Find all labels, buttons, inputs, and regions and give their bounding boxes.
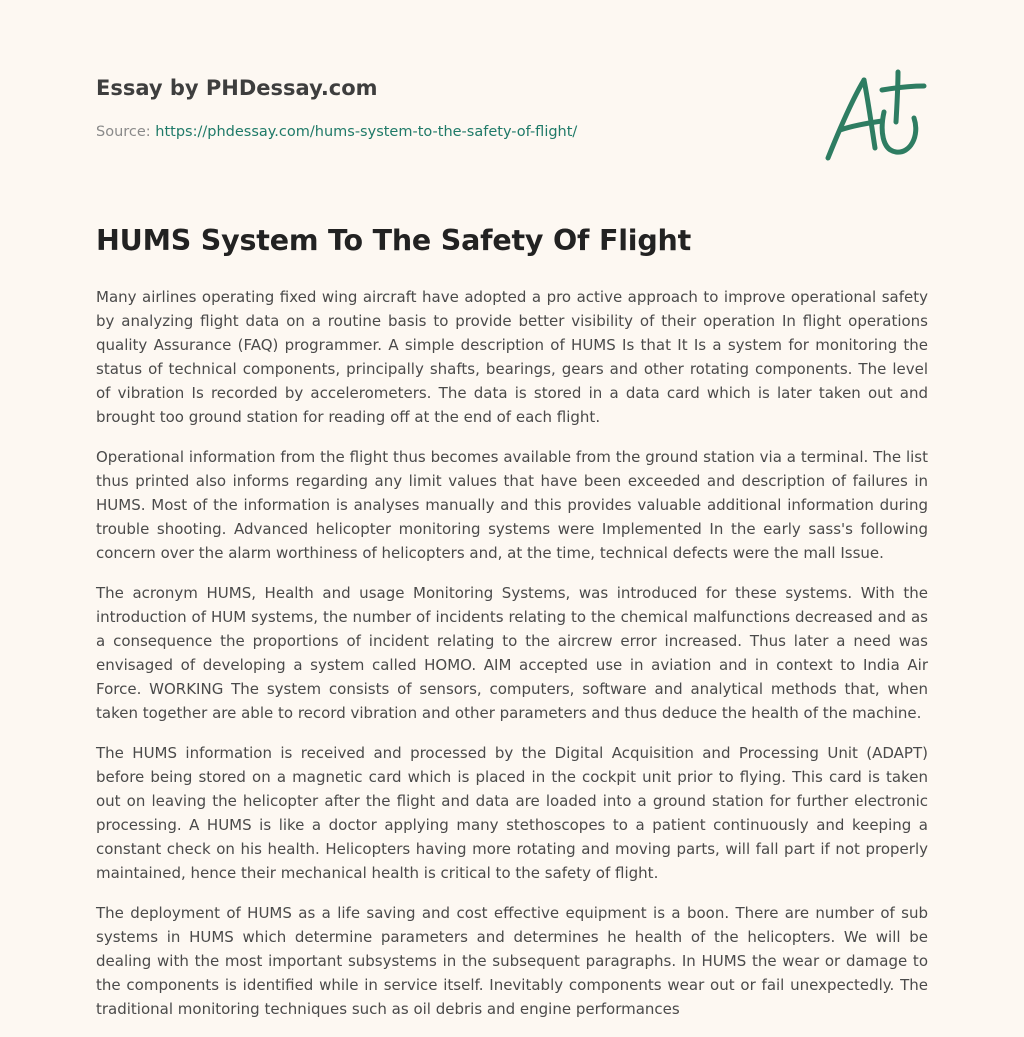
essay-paragraph: Operational information from the flight thus becomes available from the ground station via a terminal. The list thus printed also informs regarding any limit values that have been exceeded and description of failures in HUMS. Most of the information is analyses manually and this provides valuable additional information during trouble shooting. Advanced helicopter monitoring systems were Implemented In the early sass's following concern over the alarm worthiness of helicopters and, at the time, technical defects were the mall Issue. <box>96 448 928 562</box>
essay-paragraph: The deployment of HUMS as a life saving and cost effective equipment is a boon. There are number of sub systems in HUMS which determine parameters and determines he health of the helicopters. We will be dealing with the most important subsystems in the subsequent paragraphs. In HUMS the wear or damage to the components is identified while in service itself. Inevitably components wear out or fail unexpectedly. The traditional monitoring techniques such as oil debris and engine performances <box>96 904 928 1018</box>
source-line <box>96 124 577 140</box>
a-plus-logo-icon <box>818 66 930 166</box>
site-brand: Essay by PHDessay.com <box>96 76 378 100</box>
source-label: Source: <box>96 124 151 140</box>
a-plus-logo-graphic <box>818 66 930 166</box>
essay-paragraph: Many airlines operating fixed wing aircraft have adopted a pro active approach to improve operational safety by analyzing flight data on a routine basis to provide better visibility of their operation In flight operations quality Assurance (FAQ) programmer. A simple description of HUMS Is that It Is a system for monitoring the status of technical components, principally shafts, bearings, gears and other rotating components. The level of vibration Is recorded by accelerometers. The data is stored in a data card which is later taken out and brought too ground station for reading off at the end of each flight. <box>96 288 928 426</box>
essay-title: HUMS System To The Safety Of Flight <box>96 224 692 257</box>
source-link[interactable]: https://phdessay.com/hums-system-to-the-safety-of-flight/ <box>155 124 578 140</box>
essay-paragraph: The acronym HUMS, Health and usage Monitoring Systems, was introduced for these systems. With the introduction of HUM systems, the number of incidents relating to the chemical malfunctions decreased and as a consequence the proportions of incident relating to the aircrew error increased. Thus later a need was envisaged of developing a system called HOMO. AIM accepted use in aviation and in context to India Air Force. WORKING The system consists of sensors, computers, software and analytical methods that, when taken together are able to record vibration and other parameters and thus deduce the health of the machine. <box>96 584 928 722</box>
essay-body <box>96 285 928 1037</box>
essay-paragraph: The HUMS information is received and processed by the Digital Acquisition and Processing Unit (ADAPT) before being stored on a magnetic card which is placed in the cockpit unit prior to flying. This card is taken out on leaving the helicopter after the flight and data are loaded into a ground station for further electronic processing. A HUMS is like a doctor applying many stethoscopes to a patient continuously and keeping a constant check on his health. Helicopters having more rotating and moving parts, will fall part if not properly maintained, hence their mechanical health is critical to the safety of flight. <box>96 744 928 882</box>
